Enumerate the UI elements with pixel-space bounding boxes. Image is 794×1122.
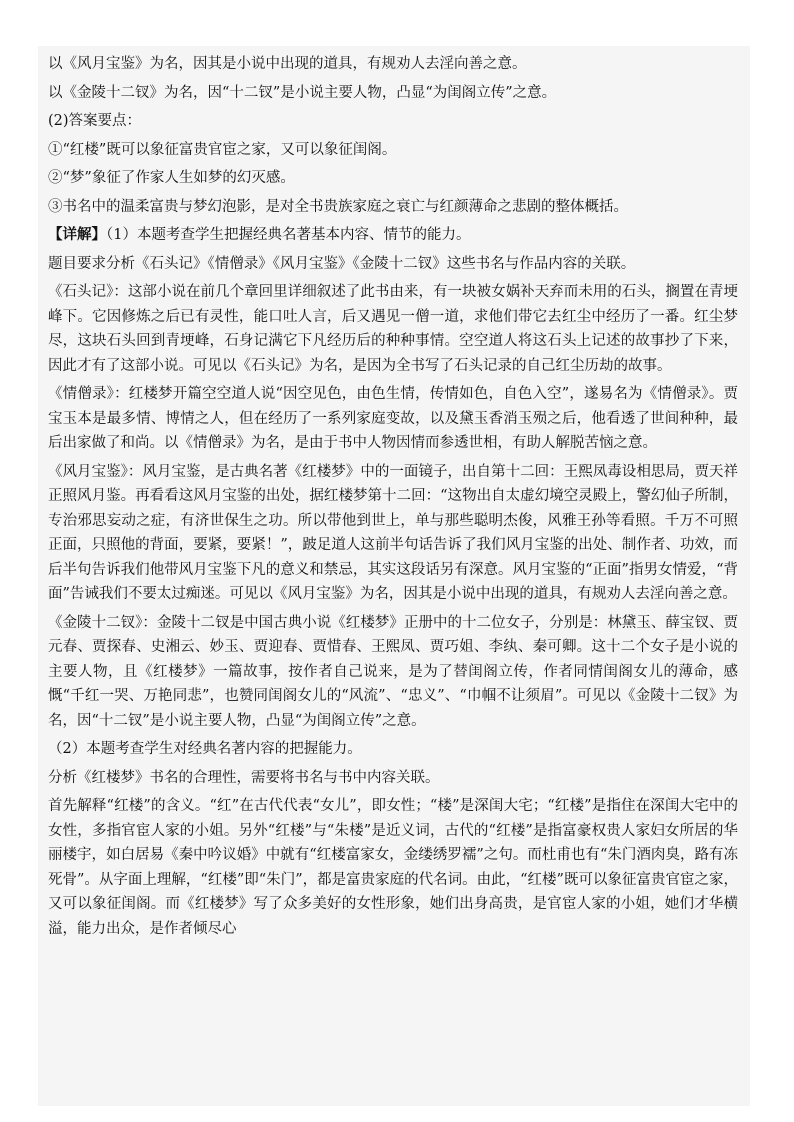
- detail-label: 【详解】: [48, 226, 106, 243]
- answer-line-fengyue: 以《风月宝鉴》为名，因其是小说中出现的道具，有规劝人去淫向善之意。: [48, 56, 527, 72]
- analysis-shitouji: 《石头记》：这部小说在前几个章回里详细叙述了此书由来，有一块被女娲补天弃而未用的石头，搁置在青埂峰下。它因修炼之后已有灵性，能口吐人言，后又遇见一僧一道，求他们带它去红尘中经历了一番。红尘梦尽，这块石头回到青埂峰，石身记满它下凡经历后的种种事情。空空道人将这石头上记述的故事抄了下来，因此才有了这部小说。可见以《石头记》为名，是因为全书写了石头记录的自己红尘历劫的故事。: [48, 284, 738, 374]
- answer-point-2: ②“梦”象征了作家人生如梦的幻灭感。: [48, 170, 295, 186]
- analysis-honglou: 首先解释“红楼”的含义。“红”在古代代表“女儿”，即女性；“楼”是深闺大宅；“红楼”是指住在深闺大宅中的女性，多指官宦人家的小姐。另外“红楼”与“朱楼”是近义词，古代的“红楼”是指富豪权贵人家妇女所居的华丽楼宇，如白居易《秦中吟议婚》中就有“红楼富家女，金缕绣罗襦”之句。而杜甫也有“朱门酒肉臭，路有冻死骨”。从字面上理解，“红楼”即“朱门”，都是富贵家庭的代名词。由此，“红楼”既可以象征富贵官宦之家，又可以象征闺阁。而《红楼梦》写了众多美好的女性形象，她们出身高贵，是官宦人家的小姐，她们才华横溢，能力出众，是作者倾尽心: [48, 798, 738, 937]
- detail-paragraph-2: （2）本题考查学生对经典名著内容的把握能力。: [48, 741, 362, 757]
- detail-text-1: （1）本题考查学生把握经典名著基本内容、情节的能力。: [106, 227, 471, 243]
- document-content: [48, 52, 738, 945]
- answer-point-3: ③书名中的温柔富贵与梦幻泡影，是对全书贵族家庭之衰亡与红颜薄命之悲剧的整体概括。: [48, 198, 628, 215]
- answer-point-1: ①“红楼”既可以象征富贵官宦之家，又可以象征闺阁。: [48, 141, 397, 158]
- document-page: [38, 46, 750, 1106]
- analysis-jinlingshierchai: 《金陵十二钗》：金陵十二钗是中国古典小说《红楼梦》正册中的十二位女子，分别是：林黛玉、薛宝钗、贾元春、贾探春、史湘云、妙玉、贾迎春、贾惜春、王熙凤、贾巧姐、李纨、秦可卿。这十二个女子是小说的主要人物，且《红楼梦》一篇故事，按作者自己说来，是为了替闺阁立传，作者同情闺阁女儿的薄命，感慨“千红一哭、万艳同悲”，也赞同闺阁女儿的“风流”、“忠义”、“巾帼不让须眉”。可见以《金陵十二钗》为名，因“十二钗”是小说主要人物，凸显“为闺阁立传”之意。: [48, 614, 738, 729]
- answer-points-heading: (2)答案要点：: [48, 113, 142, 129]
- analysis-qingsenglu: 《情僧录》：红楼梦开篇空空道人说“因空见色，由色生情，传情如色，自色入空”，遂易名为《情僧录》。贾宝玉本是最多情、博情之人，但在经历了一系列家庭变故，以及黛玉香消玉殒之后，他看透了世间种种，最后出家做了和尚。以《情僧录》为名，是由于书中人物因情而参透世相，有助人解脱苦恼之意。: [48, 386, 738, 451]
- answer-line-jinling: 以《金陵十二钗》为名，因“十二钗”是小说主要人物，凸显“为闺阁立传”之意。: [48, 84, 557, 101]
- question-requirement: 题目要求分析《石头记》《情僧录》《风月宝鉴》《金陵十二钗》这些书名与作品内容的关联。: [48, 255, 636, 272]
- detail-paragraph-1: [48, 223, 738, 248]
- analysis-fengyuebaojian: 《风月宝鉴》：风月宝鉴，是古典名著《红楼梦》中的一面镜子，出自第十二回：王熙凤毒设相思局，贾天祥正照风月鉴。再看看这风月宝鉴的出处，据红楼梦第十二回：“这物出自太虚幻境空灵殿上，警幻仙子所制，专治邪思妄动之症，有济世保生之功。所以带他到世上，单与那些聪明杰俊，风雅王孙等看照。千万不可照正面，只照他的背面，要紧，要紧！”，跛足道人这前半句话告诉了我们风月宝鉴的出处、制作者、功效，而后半句告诉我们他带风月宝鉴下凡的意义和禁忌，其实这段话另有深意。风月宝鉴的“正面”指男女情爱，“背面”告诫我们不要太过痴迷。可见以《风月宝鉴》为名，因其是小说中出现的道具，有规劝人去淫向善之意。: [48, 463, 738, 602]
- analysis-intro: 分析《红楼梦》书名的合理性，需要将书名与书中内容关联。: [48, 769, 440, 786]
